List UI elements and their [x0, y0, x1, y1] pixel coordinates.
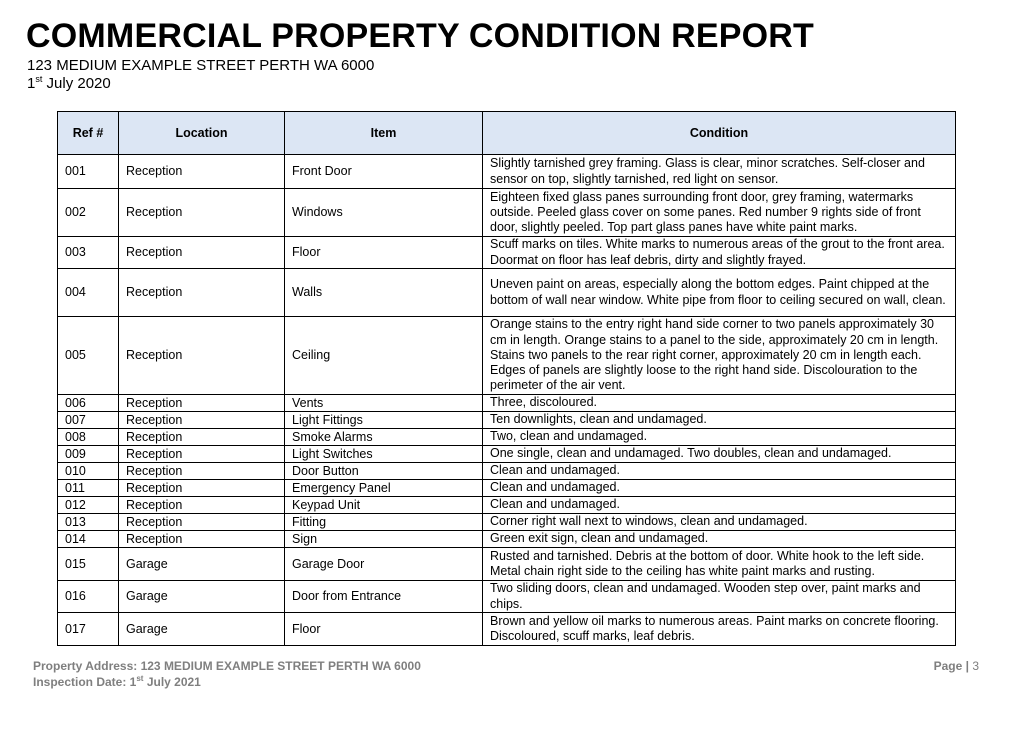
cell-item: Door Button [285, 463, 483, 480]
cell-item: Keypad Unit [285, 497, 483, 514]
cell-location: Garage [119, 548, 285, 581]
cell-location: Reception [119, 269, 285, 317]
condition-table [57, 111, 956, 646]
date-rest: July 2020 [42, 75, 111, 92]
cell-location: Garage [119, 581, 285, 613]
cell-ref: 006 [58, 395, 119, 412]
table-row [58, 237, 956, 269]
page-number: 3 [972, 659, 979, 673]
cell-condition: Two sliding doors, clean and undamaged. Wooden step over, paint marks and chips. [483, 581, 956, 613]
cell-ref: 014 [58, 531, 119, 548]
cell-condition: Two, clean and undamaged. [483, 429, 956, 446]
date-suffix: st [35, 74, 43, 84]
cell-item: Door from Entrance [285, 581, 483, 613]
cell-condition: Ten downlights, clean and undamaged. [483, 412, 956, 429]
table-row [58, 155, 956, 189]
cell-ref: 011 [58, 480, 119, 497]
cell-location: Reception [119, 497, 285, 514]
table-row [58, 269, 956, 317]
cell-item: Emergency Panel [285, 480, 483, 497]
property-address: 123 MEDIUM EXAMPLE STREET PERTH WA 6000 [27, 57, 375, 74]
cell-location: Reception [119, 514, 285, 531]
page-label: Page [933, 659, 963, 673]
table-row [58, 189, 956, 237]
cell-item: Ceiling [285, 317, 483, 395]
inspection-date-suffix: st [136, 674, 144, 683]
cell-item: Garage Door [285, 548, 483, 581]
cell-condition: Rusted and tarnished. Debris at the bottom of door. White hook to the left side. Metal chain right side to the ceiling has white paint marks and rusting. [483, 548, 956, 581]
page-number-block [934, 658, 979, 674]
cell-location: Reception [119, 189, 285, 237]
report-title: COMMERCIAL PROPERTY CONDITION REPORT [26, 17, 814, 55]
table-row [58, 497, 956, 514]
cell-ref: 010 [58, 463, 119, 480]
cell-location: Reception [119, 531, 285, 548]
cell-ref: 007 [58, 412, 119, 429]
cell-location: Reception [119, 237, 285, 269]
cell-condition: Clean and undamaged. [483, 463, 956, 480]
cell-location: Reception [119, 395, 285, 412]
cell-location: Reception [119, 463, 285, 480]
inspection-date-prefix: Inspection Date: 1 [33, 675, 137, 689]
cell-location: Reception [119, 480, 285, 497]
cell-condition: Clean and undamaged. [483, 497, 956, 514]
cell-condition: Clean and undamaged. [483, 480, 956, 497]
footer-address: Property Address: 123 MEDIUM EXAMPLE STREET PERTH WA 6000 [33, 659, 421, 673]
table-row [58, 514, 956, 531]
header-location: Location [119, 112, 285, 155]
cell-item: Light Switches [285, 446, 483, 463]
cell-location: Reception [119, 446, 285, 463]
cell-item: Sign [285, 531, 483, 548]
cell-ref: 001 [58, 155, 119, 189]
table-row [58, 429, 956, 446]
cell-ref: 004 [58, 269, 119, 317]
cell-ref: 003 [58, 237, 119, 269]
date-day: 1 [27, 75, 36, 92]
table-row [58, 613, 956, 646]
cell-item: Vents [285, 395, 483, 412]
cell-condition: Three, discoloured. [483, 395, 956, 412]
footer-inspection-date [33, 674, 421, 690]
cell-location: Garage [119, 613, 285, 646]
footer-info [33, 658, 421, 690]
table-row [58, 581, 956, 613]
table-row [58, 531, 956, 548]
cell-item: Fitting [285, 514, 483, 531]
cell-item: Windows [285, 189, 483, 237]
cell-condition: Uneven paint on areas, especially along the bottom edges. Paint chipped at the bottom of wall near window. White pipe from floor to ceiling secured on wall, clean. [483, 269, 956, 317]
inspection-date-rest: July 2021 [143, 675, 201, 689]
cell-location: Reception [119, 155, 285, 189]
cell-item: Floor [285, 613, 483, 646]
cell-ref: 012 [58, 497, 119, 514]
cell-item: Walls [285, 269, 483, 317]
cell-location: Reception [119, 412, 285, 429]
cell-item: Front Door [285, 155, 483, 189]
cell-location: Reception [119, 429, 285, 446]
cell-item: Floor [285, 237, 483, 269]
cell-location: Reception [119, 317, 285, 395]
cell-condition: Eighteen fixed glass panes surrounding front door, grey framing, watermarks outside. Peeled glass cover on some panes. Red number 9 rights side of front door, slightly peeled. Top part glass panes have white paint marks. [483, 189, 956, 237]
cell-condition: Green exit sign, clean and undamaged. [483, 531, 956, 548]
table-row [58, 412, 956, 429]
cell-condition: Slightly tarnished grey framing. Glass is clear, minor scratches. Self-closer and sensor on top, slightly tarnished, red light on sensor. [483, 155, 956, 189]
table-header-row [58, 112, 956, 155]
cell-ref: 017 [58, 613, 119, 646]
page-separator: | [962, 659, 973, 673]
cell-condition: Brown and yellow oil marks to numerous areas. Paint marks on concrete flooring. Discoloured, scuff marks, leaf debris. [483, 613, 956, 646]
cell-item: Light Fittings [285, 412, 483, 429]
cell-condition: Orange stains to the entry right hand side corner to two panels approximately 30 cm in length. Orange stains to a panel to the side, approximately 20 cm in length. Stains two panels to the rear right corner, approximately 20 cm in length each. Edges of panels are slightly loose to the right hand side. Discolouration to the perimeter of the air vent. [483, 317, 956, 395]
cell-ref: 002 [58, 189, 119, 237]
cell-ref: 009 [58, 446, 119, 463]
header-condition: Condition [483, 112, 956, 155]
cell-condition: Scuff marks on tiles. White marks to numerous areas of the grout to the front area. Doormat on floor has leaf debris, dirty and slightly frayed. [483, 237, 956, 269]
cell-ref: 016 [58, 581, 119, 613]
table-row [58, 317, 956, 395]
cell-condition: One single, clean and undamaged. Two doubles, clean and undamaged. [483, 446, 956, 463]
table-row [58, 463, 956, 480]
report-date [27, 75, 111, 93]
cell-ref: 015 [58, 548, 119, 581]
cell-ref: 008 [58, 429, 119, 446]
table-row [58, 395, 956, 412]
table-row [58, 548, 956, 581]
table-row [58, 480, 956, 497]
header-ref: Ref # [58, 112, 119, 155]
cell-condition: Corner right wall next to windows, clean and undamaged. [483, 514, 956, 531]
cell-ref: 005 [58, 317, 119, 395]
cell-ref: 013 [58, 514, 119, 531]
cell-item: Smoke Alarms [285, 429, 483, 446]
header-item: Item [285, 112, 483, 155]
table-row [58, 446, 956, 463]
